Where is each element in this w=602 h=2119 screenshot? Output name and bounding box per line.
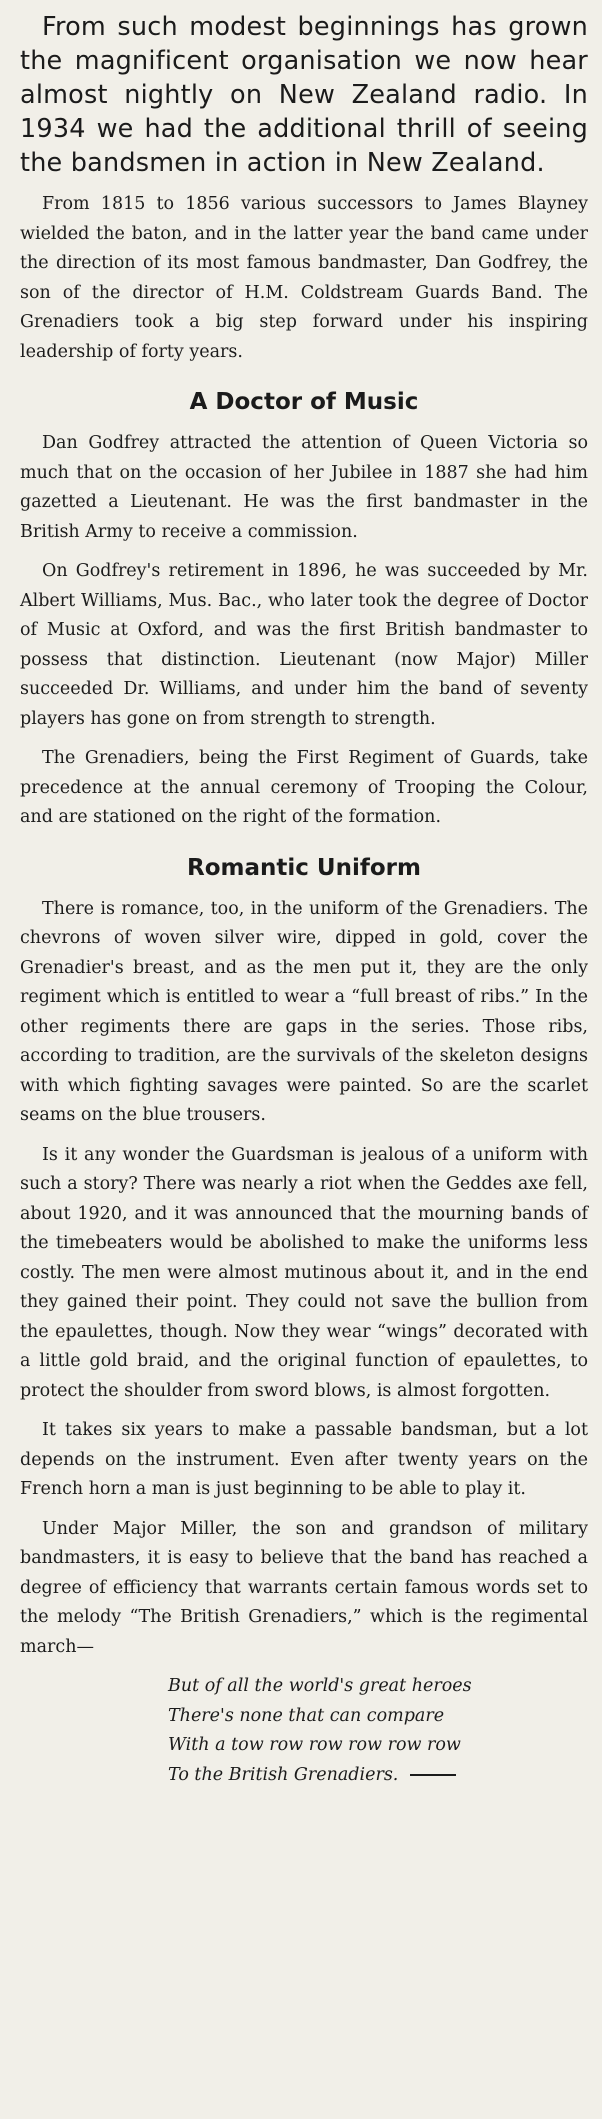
- verse-block: [168, 1672, 588, 1790]
- verse-line-text: To the British Grenadiers.: [168, 1764, 399, 1785]
- body-paragraph: Under Major Miller, the son and grandson of military bandmasters, it is easy to believe that the band has reached a degree of efficiency that warrants certain famous words set to the melody “The British Grenadiers,” which is the regimental march—: [20, 1518, 588, 1657]
- verse-line: But of all the world's great heroes: [168, 1676, 472, 1696]
- verse-line-last: [168, 1761, 588, 1791]
- verse-line: With a tow row row row row row: [168, 1735, 461, 1755]
- section-heading-doctor-of-music: A Doctor of Music: [189, 389, 419, 415]
- verse-line: There's none that can compare: [168, 1705, 445, 1726]
- body-paragraph: It takes six years to make a passable bandsman, but a lot depends on the instrument. Even after twenty years on the French horn a man is just beginning to be able to play it.: [20, 1420, 588, 1499]
- intro-paragraph: From 1815 to 1856 various successors to James Blayney wielded the baton, and in the latter year the band came under the direction of its most famous bandmaster, Dan Godfrey, the son of the director of H.M. Coldstream Guards Band. The Grenadiers took a big step forward under his inspiring leadership of forty years.: [20, 194, 588, 362]
- body-paragraph: On Godfrey's retirement in 1896, he was succeeded by Mr. Albert Williams, Mus. Bac., who later took the degree of Doctor of Music at Oxford, and was the first British bandmaster to possess that distinction. Lieutenant (now Major) Miller succeeded Dr. Williams, and under him the band of seventy players has gone on from strength to strength.: [20, 561, 588, 729]
- section-heading-romantic-uniform: Romantic Uniform: [187, 854, 421, 881]
- lead-paragraph: From such modest beginnings has grown the magnificent organisation we now hear almost nightly on New Zealand radio. In 1934 we had the additional thrill of seeing the bandsmen in action in New Zealand.: [20, 12, 588, 178]
- body-paragraph: Is it any wonder the Guardsman is jealous of a uniform with such a story? There was nearly a riot when the Geddes axe fell, about 1920, and it was announced that the mourning bands of the timebeaters would be abolished to make the uniforms less costly. The men were almost mutinous about it, and in the end they gained their point. They could not save the bullion from the epaulettes, though. Now they wear “wings” decorated with a little gold braid, and the original function of epaulettes, to protect the shoulder from sword blows, is almost forgotten.: [20, 1144, 588, 1401]
- body-paragraph: The Grenadiers, being the First Regiment of Guards, take precedence at the annual ceremony of Trooping the Colour, and are stationed on the right of the formation.: [20, 748, 588, 827]
- body-paragraph: Dan Godfrey attracted the attention of Queen Victoria so much that on the occasion of her Jubilee in 1887 she had him gazetted a Lieutenant. He was the first bandmaster in the British Army to receive a commission.: [20, 433, 588, 542]
- body-paragraph: There is romance, too, in the uniform of the Grenadiers. The chevrons of woven silver wire, dipped in gold, cover the Grenadier's breast, and as the men put it, they are the only regiment which is entitled to wear a “full breast of ribs.” In the other regiments there are gaps in the series. Those ribs, according to tradition, are the survivals of the skeleton designs with which fighting savages were painted. So are the scarlet seams on the blue trousers.: [20, 898, 588, 1125]
- end-rule: [410, 1774, 456, 1776]
